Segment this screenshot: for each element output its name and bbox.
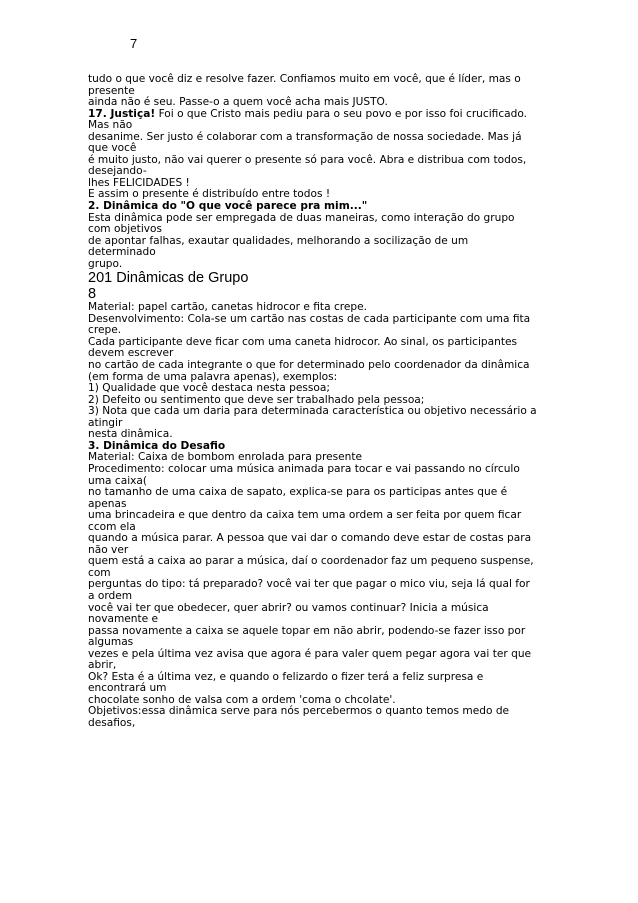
line-text: presente xyxy=(88,84,135,97)
line-text: que você xyxy=(88,142,137,155)
line-text: Mas não xyxy=(88,119,133,132)
line-text: você vai ter que obedecer, quer abrir? ou vamos continuar? Inicia a música xyxy=(88,601,489,614)
line-text: desanime. Ser justo é colaborar com a transformação de nossa sociedade. Mas já xyxy=(88,130,522,143)
line-text: algumas xyxy=(88,636,134,649)
section-heading: 201 Dinâmicas de Grupo xyxy=(88,270,249,287)
text-line xyxy=(88,314,568,326)
text-line xyxy=(88,649,568,661)
line-text: Desenvolvimento: Cola-se um cartão nas costas de cada participante com uma fita xyxy=(88,312,531,325)
page-number: 7 xyxy=(130,36,138,51)
text-line xyxy=(88,259,568,271)
line-text: tudo o que você diz e resolve fazer. Confiamos muito em você, que é líder, mas o xyxy=(88,73,521,85)
line-text: uma caixa( xyxy=(88,474,148,487)
line-text: Ok? Esta é a última vez, e quando o felizardo o fizer terá a feliz surpresa e xyxy=(88,670,484,683)
line-text: vezes e pela última vez avisa que agora é para valer quem pegar agora vai ter que xyxy=(88,647,532,660)
text-line xyxy=(88,603,568,615)
line-text: Foi o que Cristo mais pediu para o seu povo e por isso foi crucificado. xyxy=(155,107,528,120)
line-text: de apontar falhas, exautar qualidades, melhorando a socilização de um xyxy=(88,234,469,247)
line-text: E assim o presente é distribuído entre todos ! xyxy=(88,188,331,201)
document-body xyxy=(88,74,568,730)
line-text: abrir, xyxy=(88,659,117,672)
line-text: (em forma de uma palavra apenas), exemplos: xyxy=(88,370,338,383)
text-line xyxy=(88,132,568,144)
line-text: passa novamente a caixa se aquele topar em não abrir, podendo-se fazer isso por xyxy=(88,624,526,637)
text-line xyxy=(88,109,568,121)
line-text: 1) Qualidade que você destaca nesta pessoa; xyxy=(88,382,330,395)
line-text: quem está a caixa ao parar a música, daí o coordenador faz um pequeno suspense, xyxy=(88,555,534,568)
text-line xyxy=(88,406,568,418)
line-text: lhes FELICIDADES ! xyxy=(88,176,190,189)
line-text: Esta dinâmica pode ser empregada de duas maneiras, como interação do grupo xyxy=(88,211,515,224)
line-text: devem escrever xyxy=(88,347,174,360)
line-text: com xyxy=(88,566,111,579)
line-text: Material: papel cartão, canetas hidrocor e fita crepe. xyxy=(88,301,368,314)
line-text: é muito justo, não vai querer o presente só para você. Abra e distribua com todos, xyxy=(88,153,527,166)
line-text: quando a música parar. A pessoa que vai dar o comando deve estar de costas para xyxy=(88,532,532,545)
text-line xyxy=(88,236,568,248)
line-text: grupo. xyxy=(88,257,123,270)
bold-heading: 2. Dinâmica do "O que você parece pra mim..." xyxy=(88,200,368,213)
line-text: desafios, xyxy=(88,716,136,729)
text-line xyxy=(88,155,568,167)
line-text: apenas xyxy=(88,497,127,510)
text-line xyxy=(88,247,568,259)
line-text: Material: Caixa de bombom enrolada para presente xyxy=(88,451,363,464)
line-text: no tamanho de uma caixa de sapato, explica-se para os participas antes que é xyxy=(88,486,508,499)
line-text: nesta dinâmica. xyxy=(88,428,173,441)
text-line xyxy=(88,579,568,591)
text-line xyxy=(88,718,568,730)
text-line xyxy=(88,556,568,568)
line-text: chocolate sonho de valsa com a ordem 'coma o chcolate'. xyxy=(88,693,396,706)
line-text: crepe. xyxy=(88,324,122,337)
section-heading: 8 xyxy=(88,286,97,303)
line-text: a ordem xyxy=(88,589,133,602)
line-text: Procedimento: colocar uma música animada para tocar e vai passando no círculo xyxy=(88,462,520,475)
line-text: Objetivos:essa dinâmica serve para nós percebermos o quanto temos medo de xyxy=(88,705,510,718)
text-line xyxy=(88,626,568,638)
line-text: 2) Defeito ou sentimento que deve ser trabalhado pela pessoa; xyxy=(88,393,425,406)
bold-heading: 3. Dinâmica do Desafio xyxy=(88,439,226,452)
line-text: perguntas do tipo: tá preparado? você vai ter que pagar o mico viu, seja lá qual for xyxy=(88,578,530,591)
text-line xyxy=(88,510,568,522)
line-text: no cartão de cada integrante o que for determinado pelo coordenador da dinâmica xyxy=(88,359,530,372)
line-text: atingir xyxy=(88,416,123,429)
line-text: com objetivos xyxy=(88,223,163,236)
text-line xyxy=(88,533,568,545)
line-text: determinado xyxy=(88,246,156,259)
line-text: encontrará um xyxy=(88,682,167,695)
line-text: não ver xyxy=(88,543,129,556)
text-line xyxy=(88,706,568,718)
line-text: ccom ela xyxy=(88,520,136,533)
text-line xyxy=(88,464,568,476)
text-line xyxy=(88,487,568,499)
line-text: Cada participante deve ficar com uma caneta hidrocor. Ao sinal, os participantes xyxy=(88,335,518,348)
bold-heading: 17. Justiça! xyxy=(88,107,156,120)
line-text: desejando- xyxy=(88,165,147,178)
text-line xyxy=(88,74,568,86)
line-text: 3) Nota que cada um daria para determinada característica ou objetivo necessário a xyxy=(88,405,537,418)
line-text: ainda não é seu. Passe-o a quem você acha mais JUSTO. xyxy=(88,96,388,109)
line-text: novamente e xyxy=(88,613,159,626)
line-text: uma brincadeira e que dentro da caixa tem uma ordem a ser feita por quem ficar xyxy=(88,509,522,522)
